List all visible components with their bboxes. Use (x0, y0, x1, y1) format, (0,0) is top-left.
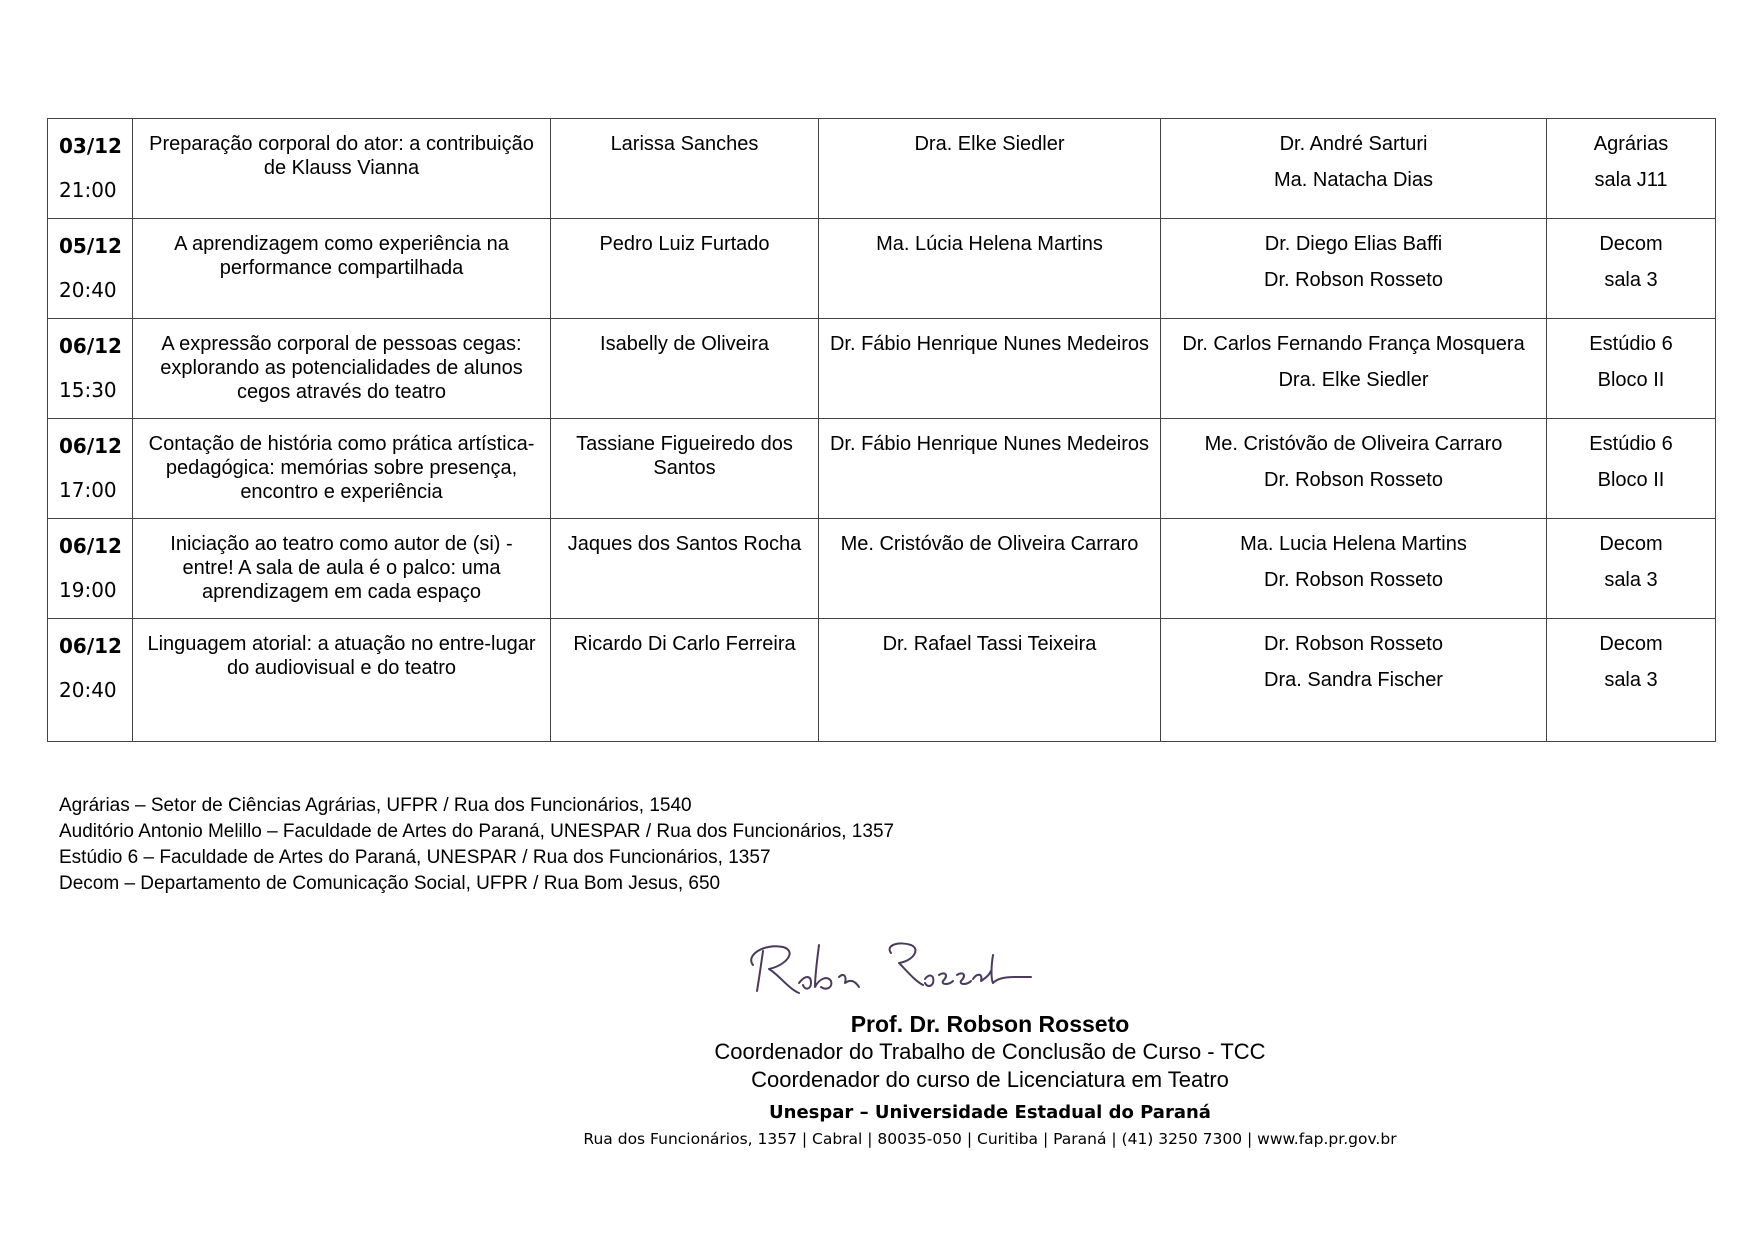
location-cell (1547, 419, 1716, 519)
location-room: sala 3 (1604, 269, 1658, 291)
time: 20:40 (59, 678, 117, 702)
table-row (48, 119, 1716, 219)
signatory-name: Prof. Dr. Robson Rosseto (850, 1011, 1130, 1037)
advisor-name: Dr. Fábio Henrique Nunes Medeiros (819, 419, 1161, 519)
location-room: Bloco II (1597, 369, 1665, 391)
board-member: Dra. Sandra Fischer (1264, 669, 1443, 691)
organization-name: Unespar – Universidade Estadual do Paraná (769, 1102, 1211, 1123)
thesis-title: Linguagem atorial: a atuação no entre-lugar do audiovisual e do teatro (133, 619, 551, 742)
board-member: Dr. Robson Rosseto (1264, 633, 1443, 655)
location-room: Bloco II (1597, 469, 1665, 491)
board-members (1161, 219, 1547, 319)
board-member: Dr. André Sarturi (1279, 133, 1428, 155)
time: 20:40 (59, 278, 117, 302)
board-members (1161, 419, 1547, 519)
board-member: Me. Cristóvão de Oliveira Carraro (1204, 433, 1503, 455)
date-time-cell (48, 519, 133, 619)
location-cell (1547, 519, 1716, 619)
board-member: Ma. Lucia Helena Martins (1240, 533, 1467, 555)
board-members (1161, 119, 1547, 219)
location-cell (1547, 319, 1716, 419)
thesis-title: Iniciação ao teatro como autor de (si) - entre! A sala de aula é o palco: uma aprendizagem em cada espaço (133, 519, 551, 619)
student-name: Ricardo Di Carlo Ferreira (551, 619, 819, 742)
date: 05/12 (59, 234, 122, 258)
advisor-name: Me. Cristóvão de Oliveira Carraro (819, 519, 1161, 619)
advisor-name: Dr. Rafael Tassi Teixeira (819, 619, 1161, 742)
advisor-name: Dra. Elke Siedler (819, 119, 1161, 219)
location-room: sala J11 (1594, 169, 1668, 191)
table-row (48, 219, 1716, 319)
organization-address: Rua dos Funcionários, 1357 | Cabral | 80035-050 | Curitiba | Paraná | (41) 3250 7300 | www.fap.pr.gov.br (583, 1130, 1397, 1148)
location-room: sala 3 (1604, 569, 1658, 591)
location-place: Decom (1599, 233, 1663, 255)
location-place: Agrárias (1593, 133, 1669, 155)
location-legend (59, 793, 894, 897)
signatory-role: Coordenador do Trabalho de Conclusão de Curso - TCC (714, 1039, 1266, 1064)
time: 15:30 (59, 378, 117, 402)
thesis-title: A expressão corporal de pessoas cegas: explorando as potencialidades de alunos cegos através do teatro (133, 319, 551, 419)
board-member: Dr. Diego Elias Baffi (1264, 233, 1443, 255)
board-member: Dr. Carlos Fernando França Mosquera (1182, 333, 1525, 355)
board-member: Dr. Robson Rosseto (1264, 269, 1443, 291)
legend-item: Auditório Antonio Melillo – Faculdade de Artes do Paraná, UNESPAR / Rua dos Funcionários, 1357 (59, 821, 895, 842)
table-row (48, 419, 1716, 519)
board-member: Dra. Elke Siedler (1278, 369, 1429, 391)
date-time-cell (48, 119, 133, 219)
location-place: Decom (1599, 533, 1663, 555)
thesis-title: Preparação corporal do ator: a contribuição de Klauss Vianna (133, 119, 551, 219)
student-name: Isabelly de Oliveira (551, 319, 819, 419)
date: 03/12 (59, 134, 122, 158)
time: 17:00 (59, 478, 117, 502)
date-time-cell (48, 419, 133, 519)
date: 06/12 (59, 534, 122, 558)
legend-item: Agrárias – Setor de Ciências Agrárias, UFPR / Rua dos Funcionários, 1540 (59, 795, 692, 816)
date-time-cell (48, 319, 133, 419)
location-cell (1547, 619, 1716, 742)
handwritten-signature (735, 925, 1035, 1005)
date: 06/12 (59, 434, 122, 458)
advisor-name: Dr. Fábio Henrique Nunes Medeiros (819, 319, 1161, 419)
thesis-title: Contação de história como prática artística-pedagógica: memórias sobre presença, encontro e experiência (133, 419, 551, 519)
board-member: Ma. Natacha Dias (1274, 169, 1433, 191)
board-members (1161, 619, 1547, 742)
advisor-name: Ma. Lúcia Helena Martins (819, 219, 1161, 319)
student-name: Jaques dos Santos Rocha (551, 519, 819, 619)
legend-item: Decom – Departamento de Comunicação Social, UFPR / Rua Bom Jesus, 650 (59, 873, 721, 894)
legend-item: Estúdio 6 – Faculdade de Artes do Paraná, UNESPAR / Rua dos Funcionários, 1357 (59, 847, 771, 868)
location-place: Decom (1599, 633, 1663, 655)
student-name: Tassiane Figueiredo dos Santos (551, 419, 819, 519)
date-time-cell (48, 219, 133, 319)
defense-schedule-table (47, 118, 1716, 742)
table-row (48, 319, 1716, 419)
student-name: Pedro Luiz Furtado (551, 219, 819, 319)
board-members (1161, 519, 1547, 619)
location-place: Estúdio 6 (1589, 433, 1673, 455)
location-place: Estúdio 6 (1589, 333, 1673, 355)
date: 06/12 (59, 634, 122, 658)
board-members (1161, 319, 1547, 419)
time: 21:00 (59, 178, 117, 202)
table-row (48, 619, 1716, 742)
date-time-cell (48, 619, 133, 742)
thesis-title: A aprendizagem como experiência na performance compartilhada (133, 219, 551, 319)
location-room: sala 3 (1604, 669, 1658, 691)
date: 06/12 (59, 334, 122, 358)
board-member: Dr. Robson Rosseto (1264, 569, 1443, 591)
signatory-role: Coordenador do curso de Licenciatura em Teatro (751, 1067, 1229, 1092)
student-name: Larissa Sanches (551, 119, 819, 219)
time: 19:00 (59, 578, 117, 602)
table-row (48, 519, 1716, 619)
signature-block (500, 1010, 1480, 1151)
location-cell (1547, 119, 1716, 219)
location-cell (1547, 219, 1716, 319)
board-member: Dr. Robson Rosseto (1264, 469, 1443, 491)
